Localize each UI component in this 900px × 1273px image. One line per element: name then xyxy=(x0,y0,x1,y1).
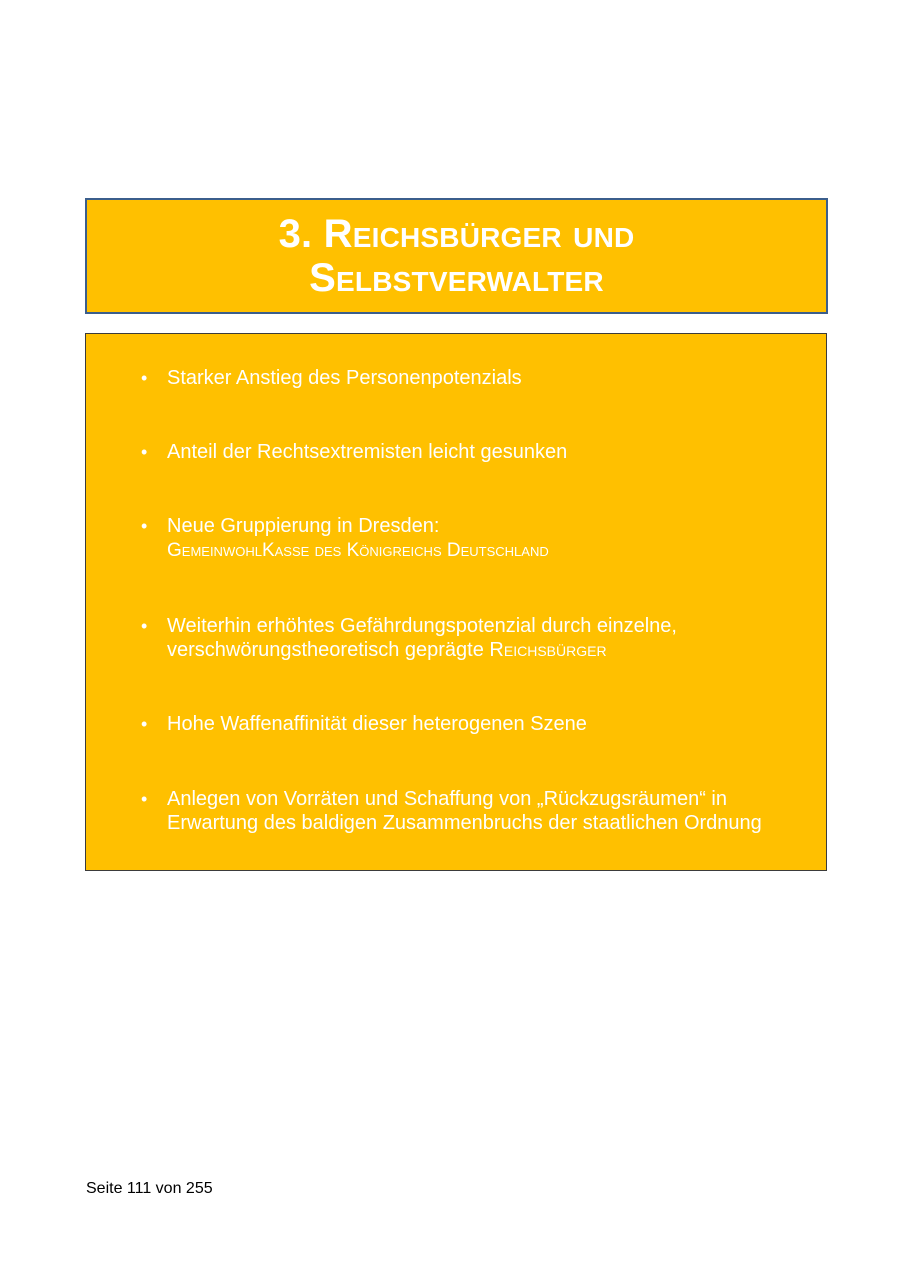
bullet-icon: • xyxy=(141,516,148,536)
bullet-item-3 xyxy=(141,514,817,563)
bullet-text: Hohe Waffenaffinität dieser heterogenen Szene xyxy=(167,713,587,735)
bullet-text: Neue Gruppierung in Dresden: xyxy=(167,515,440,537)
bullet-item-5 xyxy=(141,712,817,736)
section-title-line-1: 3. Reichsbürger und xyxy=(278,212,635,256)
bullet-text: Starker Anstieg des Personenpotenzials xyxy=(167,367,522,389)
bullet-text-line-2: Erwartung des baldigen Zusammenbruchs der staatlichen Ordnung xyxy=(167,812,762,834)
bullet-text-line-2: verschwörungstheoretisch geprägte xyxy=(167,639,484,661)
organization-name: GemeinwohlKasse des Königreichs Deutschland xyxy=(167,540,549,561)
bullet-icon: • xyxy=(141,616,148,636)
bullet-smallcaps-term: Reichsbürger xyxy=(489,639,607,661)
bullet-text: Weiterhin erhöhtes Gefährdungspotenzial durch einzelne, xyxy=(167,615,677,637)
bullet-icon: • xyxy=(141,714,148,734)
bullet-icon: • xyxy=(141,789,148,809)
bullet-item-1 xyxy=(141,366,817,390)
bullet-item-6 xyxy=(141,787,827,835)
bullet-item-2 xyxy=(141,440,817,464)
bullet-icon: • xyxy=(141,368,148,388)
section-title-box xyxy=(85,198,828,314)
bullet-text: Anlegen von Vorräten und Schaffung von „Rückzugsräumen“ in xyxy=(167,788,727,810)
bullet-item-4 xyxy=(141,614,817,662)
page-number-footer: Seite 111 von 255 xyxy=(86,1180,213,1197)
bullet-icon: • xyxy=(141,442,148,462)
bullet-text: Anteil der Rechtsextremisten leicht gesunken xyxy=(167,441,568,463)
section-title-line-2: Selbstverwalter xyxy=(309,256,604,300)
summary-box xyxy=(85,333,827,871)
